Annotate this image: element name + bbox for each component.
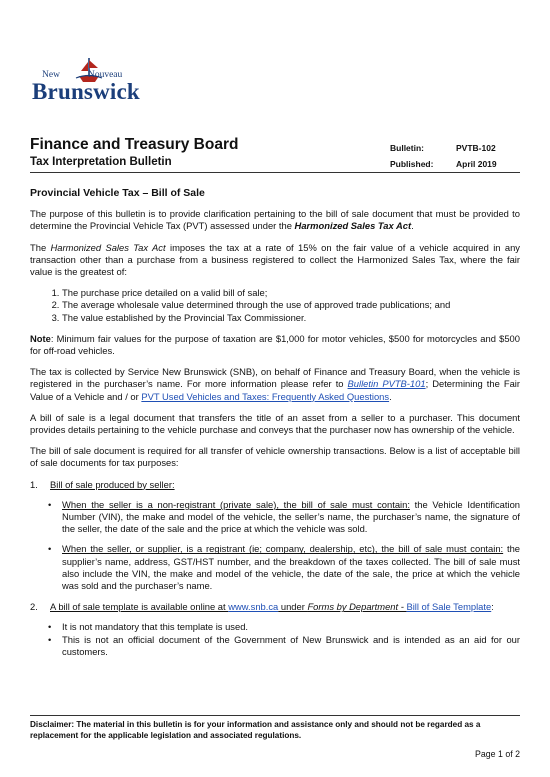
requirement-paragraph: The bill of sale document is required for all transfer of vehicle ownership transactions. Below is a list of acceptable bill of sale documents for tax purposes: <box>30 445 520 469</box>
logo-brunswick: Brunswick <box>32 79 140 104</box>
collection-paragraph: The tax is collected by Service New Brunswick (SNB), on behalf of Finance and Treasury Board, when the vehicle is registered in the purchaser’s name. For more information please refer to Bulletin PVTB-101; Determining the Fair Value of a Vehicle and / or PVT Used Vehicles and Taxes: Frequently Asked Questions. <box>30 366 520 402</box>
template-bullets <box>30 621 520 658</box>
list-item: • This is not an official document of the Government of New Brunswick and is intended as an aid for our customers. <box>62 634 520 658</box>
bulletin-body <box>30 187 520 667</box>
published-value: April 2019 <box>456 159 497 169</box>
bulletin-label: Bulletin: <box>390 143 424 153</box>
list-item: • When the seller, or supplier, is a registrant (ie; company, dealership, etc), the bill of sale must contain: the supplier’s name, address, GST/HST number, and the breakdown of the taxes collected. The bill of sale must also include the VIN, the make and model of the vehicle, the date of the sale, the price at which the vehicle was sold and the purchaser’s name. <box>62 543 520 592</box>
list-item: • When the seller is a non-registrant (private sale), the bill of sale must contain: the Vehicle Identification Number (VIN), the make and model of the vehicle, the seller’s name, the purchaser’s name, the signature of the seller, the date of the sale and the price at which the vehicle was sold. <box>62 499 520 536</box>
list-item: 2. The average wholesale value determined through the use of approved trade publications; and <box>62 299 520 311</box>
fair-value-paragraph: The Harmonized Sales Tax Act imposes the tax at a rate of 15% on the fair value of a vehicle acquired in any transaction other than a purchase from a business registered to collect the Harmonized Sales Tax, where the fair value is the greatest of: <box>30 241 520 278</box>
board-title: Finance and Treasury Board <box>30 136 239 153</box>
note-paragraph: Note: Minimum fair values for the purpose of taxation are $1,000 for motor vehicles, $500 for motorcycles and $500 for off-road vehicles. <box>30 332 520 357</box>
pvt-faq-link[interactable]: PVT Used Vehicles and Taxes: Frequently Asked Questions <box>141 390 390 402</box>
definition-paragraph: A bill of sale is a legal document that transfers the title of an asset from a seller to a purchaser. This document provides details pertaining to the vehicle purchase and conveys that the purchaser now has ownership of the vehicle. <box>30 411 520 436</box>
bill-of-sale-template-link[interactable]: Bill of Sale Template <box>406 601 492 613</box>
published-label: Published: <box>390 159 434 169</box>
section-template: 2. A bill of sale template is available online at www.snb.ca under Forms by Department - Bill of Sale Template: <box>30 601 494 613</box>
page-number: Page 1 of 2 <box>475 749 520 759</box>
seller-bullets <box>30 499 520 592</box>
bulletin-header <box>30 138 520 173</box>
doc-title: Provincial Vehicle Tax – Bill of Sale <box>30 187 205 199</box>
bulletin-value: PVTB-102 <box>456 143 496 153</box>
snb-website-link[interactable]: www.snb.ca <box>228 601 279 613</box>
logo-new-nouveau: New Nouveau <box>42 70 123 80</box>
list-item: 3. The value established by the Provincial Tax Commissioner. <box>62 312 520 324</box>
bulletin-pvtb-101-link[interactable]: Bulletin PVTB-101 <box>347 378 426 390</box>
section-seller: 1. Bill of sale produced by seller: <box>30 478 175 490</box>
list-item: 1. The purchase price detailed on a valid bill of sale; <box>62 287 520 299</box>
bulletin-type: Tax Interpretation Bulletin <box>30 156 172 168</box>
list-item: • It is not mandatory that this template is used. <box>62 621 520 633</box>
disclaimer: Disclaimer: The material in this bulletin is for your information and assistance only and should not be regarded as a replacement for the applicable legislation and associated regulations. <box>30 715 520 741</box>
fair-value-list <box>30 287 520 324</box>
gnb-logo <box>30 62 160 118</box>
purpose-paragraph: The purpose of this bulletin is to provide clarification pertaining to the bill of sale document that must be provided to determine the Provincial Vehicle Tax (PVT) assessed under the Harmonized Sales Tax Act. <box>30 208 520 232</box>
